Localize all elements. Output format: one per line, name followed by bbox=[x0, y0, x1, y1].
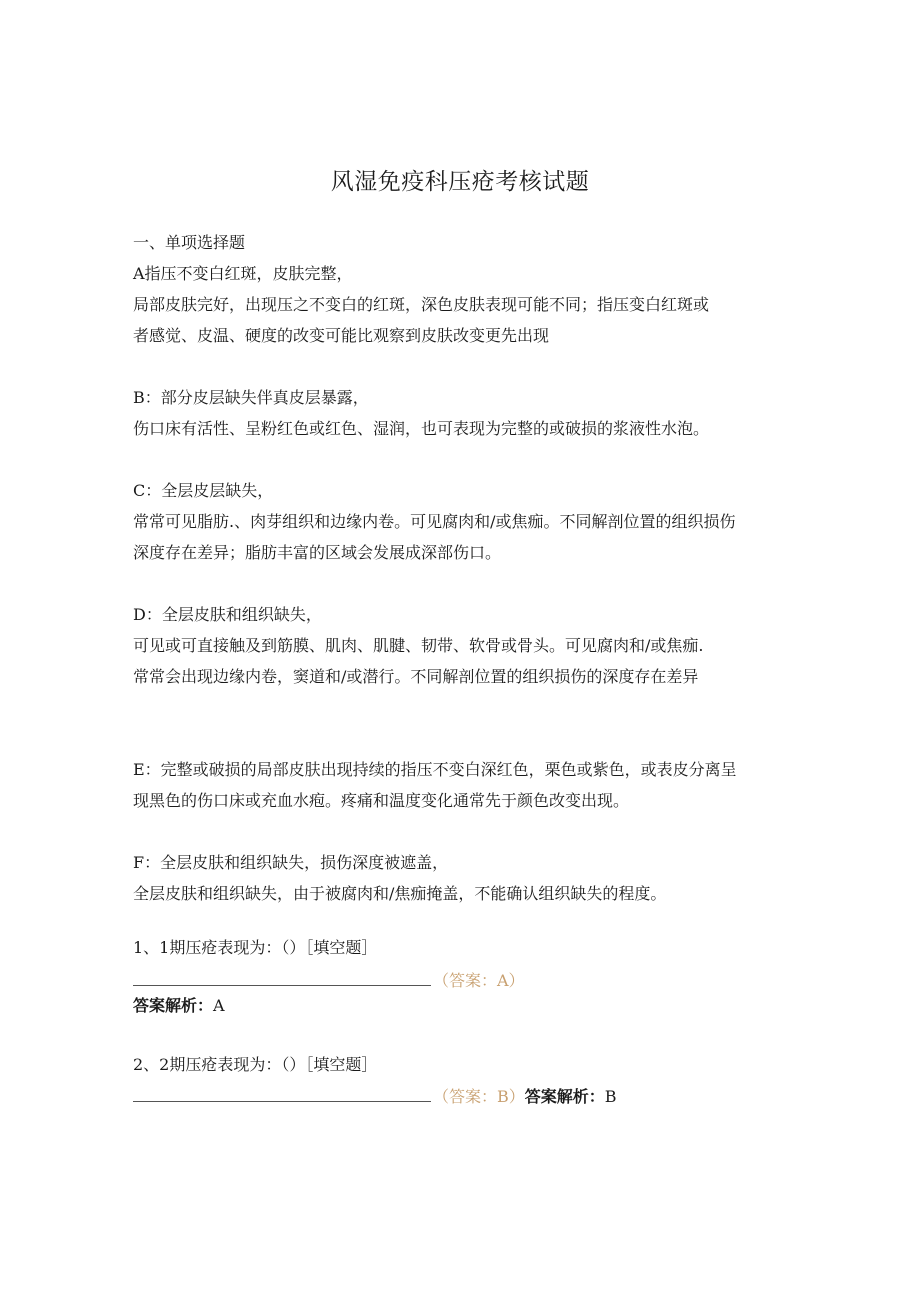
answer-blank-1[interactable] bbox=[133, 971, 431, 986]
option-e-text: E：完整或破损的局部皮肤出现持续的指压不变白深红色，栗色或紫色，或表皮分离呈 bbox=[133, 760, 737, 779]
question-2-stem: 2、2期压疮表现为：（）［填空题］ bbox=[133, 1055, 378, 1074]
analysis-label: 答案解析： bbox=[524, 1087, 605, 1106]
question-1-stem: 1、1期压疮表现为：（）［填空题］ bbox=[133, 938, 378, 957]
option-d-text: 常常会出现边缘内卷，窦道和/或潜行。不同解剖位置的组织损伤的深度存在差异 bbox=[133, 667, 699, 686]
section-heading: 一、单项选择题 bbox=[133, 233, 246, 252]
analysis-value: A bbox=[213, 996, 225, 1015]
analysis-value: B bbox=[604, 1087, 617, 1106]
option-e-text: 现黑色的伤口床或充血水疱。疼痛和温度变化通常先于颜色改变出现。 bbox=[133, 791, 630, 810]
option-f-heading: F：全层皮肤和组织缺失，损伤深度被遮盖， bbox=[133, 853, 449, 872]
option-c-text: 深度存在差异；脂肪丰富的区域会发展成深部伤口。 bbox=[133, 543, 502, 562]
option-b-heading: B：部分皮层缺失伴真皮层暴露， bbox=[133, 388, 369, 407]
question-1-answer-row bbox=[133, 970, 525, 992]
question-1-answer: （答案：A） bbox=[433, 971, 525, 990]
question-2-answer: （答案：B） bbox=[433, 1087, 525, 1106]
answer-blank-2[interactable] bbox=[133, 1087, 431, 1102]
question-1-analysis bbox=[133, 995, 225, 1017]
option-d-heading: D：全层皮肤和组织缺失， bbox=[133, 605, 322, 624]
option-c-text: 常常可见脂肪.、肉芽组织和边缘内卷。可见腐肉和/或焦痂。不同解剖位置的组织损伤 bbox=[133, 512, 736, 531]
page-title: 风湿免疫科压疮考核试题 bbox=[330, 169, 590, 195]
option-a-text: 局部皮肤完好，出现压之不变白的红斑，深色皮肤表现可能不同；指压变白红斑或 bbox=[133, 295, 710, 314]
option-a-text: 者感觉、皮温、硬度的改变可能比观察到皮肤改变更先出现 bbox=[133, 326, 550, 345]
analysis-label: 答案解析： bbox=[133, 996, 214, 1015]
option-d-text: 可见或可直接触及到筋膜、肌肉、肌腱、韧带、软骨或骨头。可见腐肉和/或焦痂. bbox=[133, 636, 704, 655]
option-b-text: 伤口床有活性、呈粉红色或红色、湿润，也可表现为完整的或破损的浆液性水泡。 bbox=[133, 419, 710, 438]
question-2-answer-row bbox=[133, 1086, 617, 1108]
option-a-heading: A指压不变白红斑，皮肤完整， bbox=[133, 264, 353, 283]
option-f-text: 全层皮肤和组织缺失，由于被腐肉和/焦痂掩盖，不能确认组织缺失的程度。 bbox=[133, 884, 667, 903]
option-c-heading: C：全层皮层缺失， bbox=[133, 481, 274, 500]
